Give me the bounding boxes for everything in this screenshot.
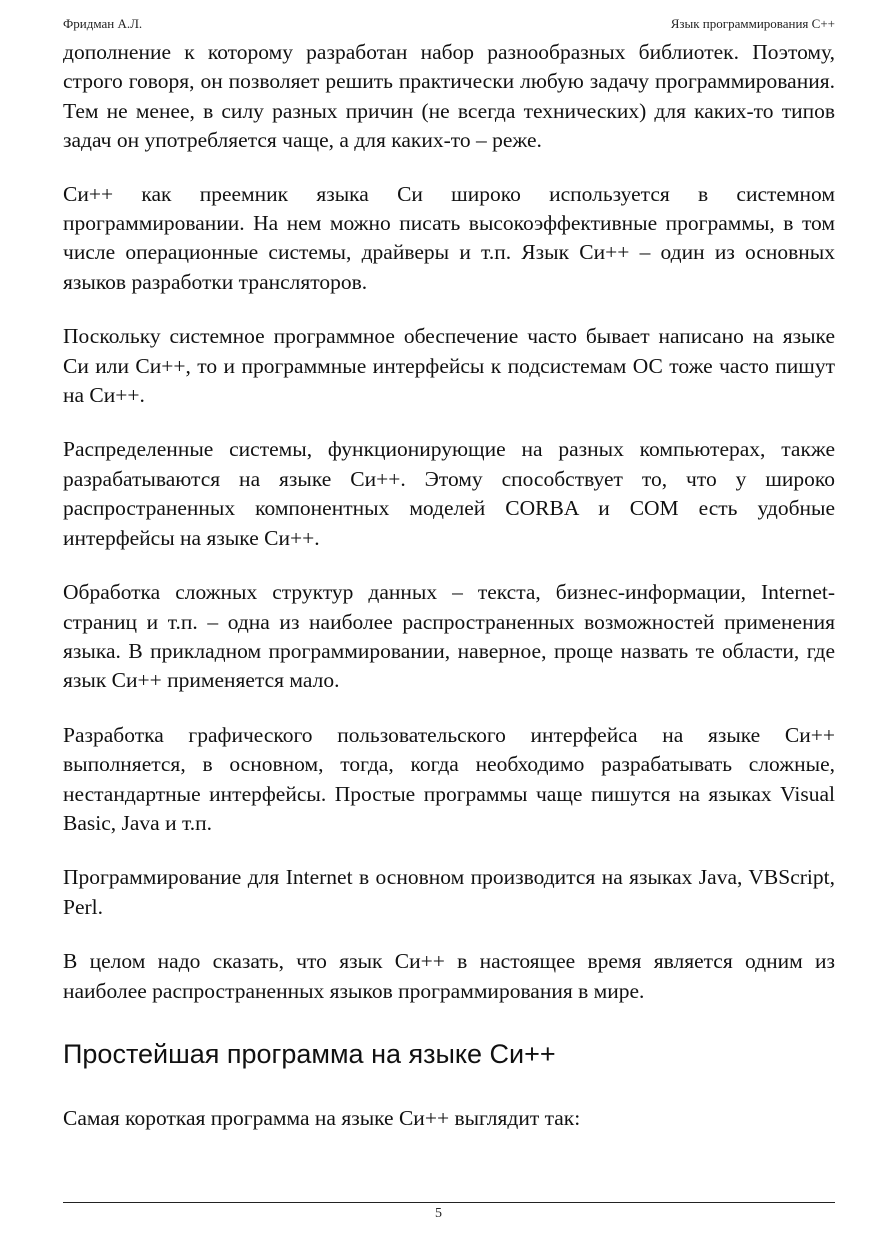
footer-divider [63,1202,835,1203]
header-author: Фридман А.Л. [63,16,143,31]
page-header [63,16,835,32]
paragraph: Обработка сложных структур данных – текста, бизнес-информации, Internet-страниц и т.п. – одна из наиболее распространенных возможностей применения языка. В прикладном программировании, наверное, проще назвать те области, где язык Си++ применяется мало. [63,580,835,693]
paragraph: Разработка графического пользовательского интерфейса на языке Си++ выполняется, в основном, тогда, когда необходимо разрабатывать сложные, нестандартные интерфейсы. Простые программы чаще пишутся на языках Visual Basic, Java и т.п. [63,722,835,835]
paragraph: Программирование для Internet в основном производится на языках Java, VBScript, Perl. [63,865,835,919]
paragraph: Поскольку системное программное обеспечение часто бывает написано на языке Си или Си++, то и программные интерфейсы к подсистемам ОС тоже часто пишут на Си++. [63,324,835,408]
paragraph: Си++ как преемник языка Си широко используется в системном программировании. На нем можно писать высокоэффективные программы, в том числе операционные системы, драйверы и т.п. Язык Си++ – один из основных языков разработки трансляторов. [63,181,835,294]
page-body [63,38,835,1158]
paragraph: Распределенные системы, функционирующие на разных компьютерах, также разрабатываются на языке Си++. Этому способствует то, что у широко распространенных компонентных моделей CORBA и COM есть удобные интерфейсы на языке Си++. [63,437,835,550]
paragraph: В целом надо сказать, что язык Си++ в настоящее время является одним из наиболее распространенных языков программирования в мире. [63,949,835,1003]
paragraph: дополнение к которому разработан набор разнообразных библиотек. Поэтому, строго говоря, он позволяет решить практически любую задачу программирования. Тем не менее, в силу разных причин (не всегда технических) для каких-то типов задач он употребляется чаще, а для каких-то – реже. [63,40,835,153]
page-number: 5 [435,1206,442,1221]
section-intro-paragraph: Самая короткая программа на языке Си++ выглядит так: [63,1105,581,1130]
section-heading: Простейшая программа на языке Си++ [63,1038,556,1069]
header-book-title: Язык программирования C++ [670,16,835,31]
